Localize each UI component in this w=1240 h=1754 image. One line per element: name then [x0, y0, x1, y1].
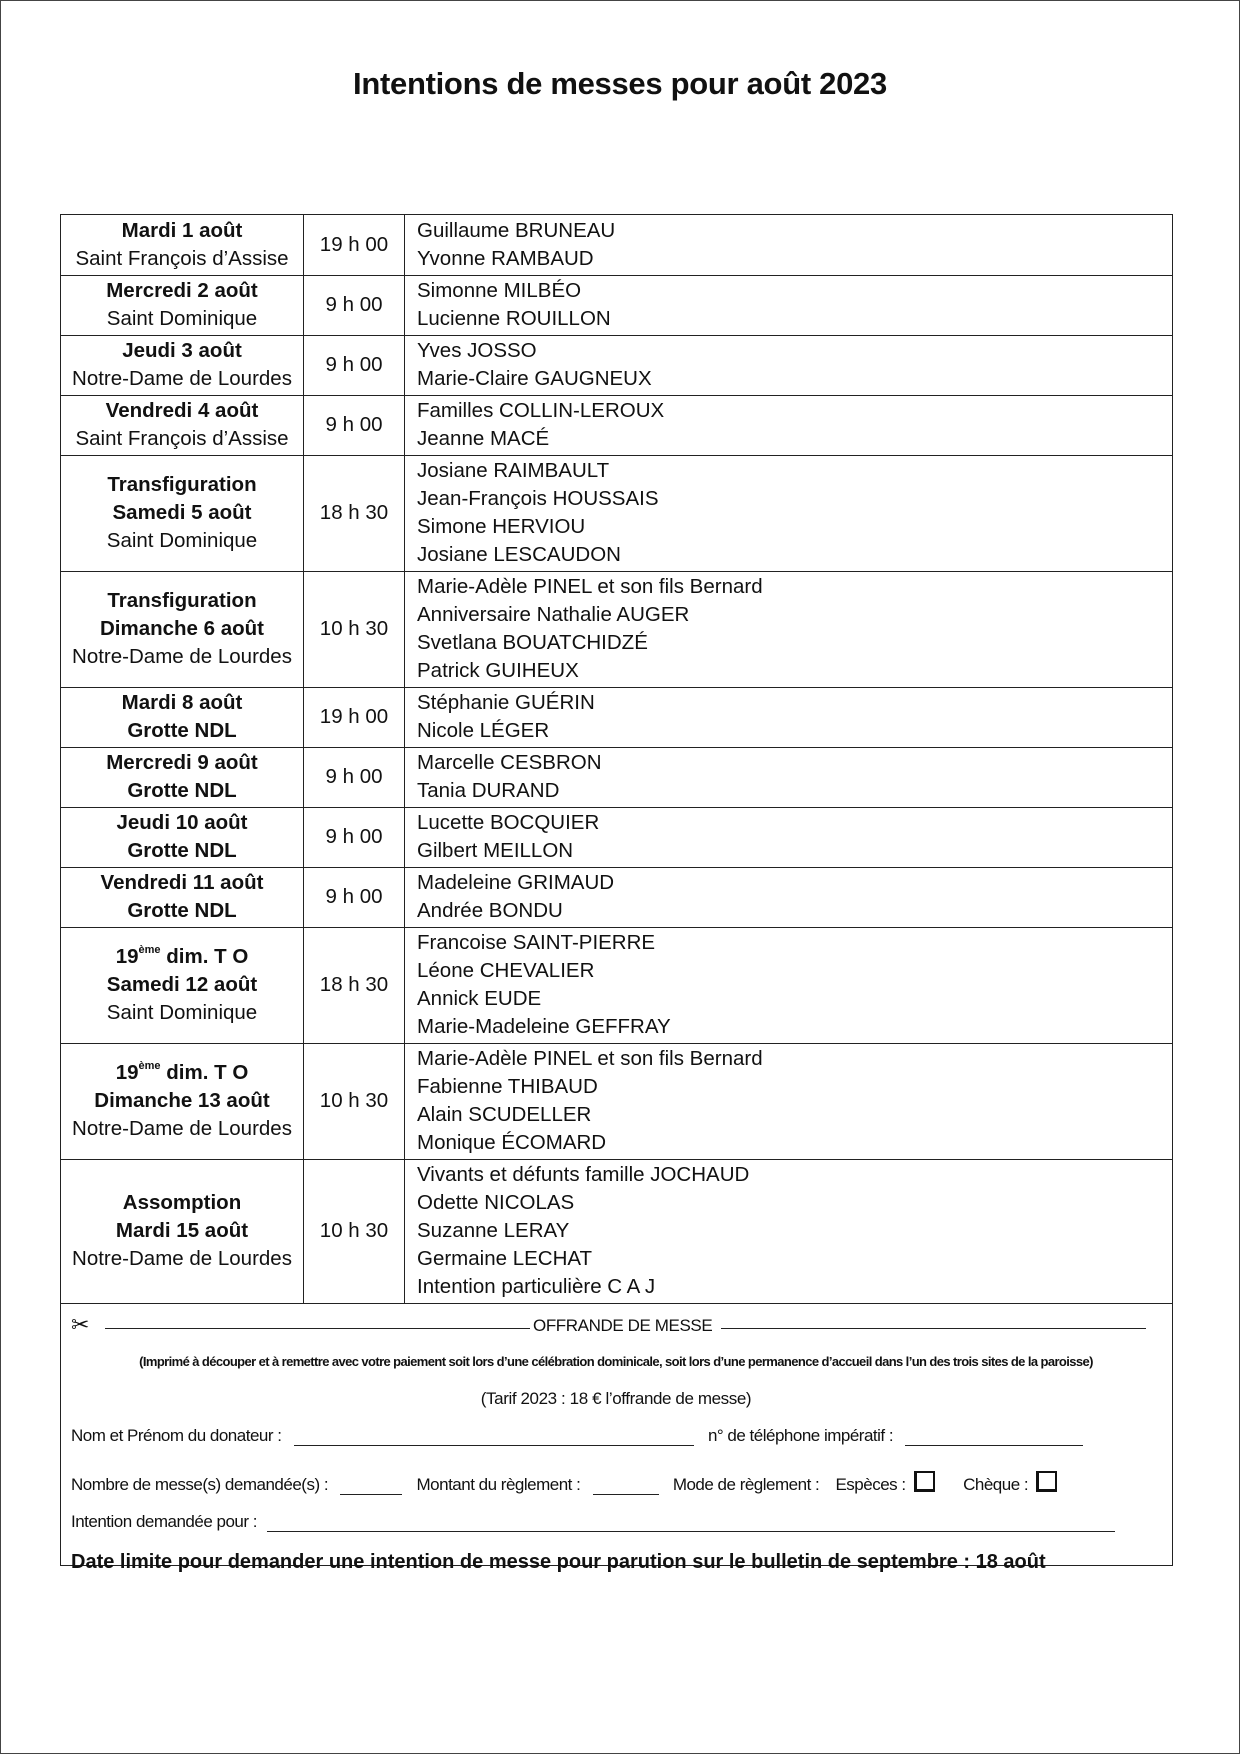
mass-day-line: Dimanche 13 août	[94, 1089, 270, 1112]
intention-name: Marie-Claire GAUGNEUX	[417, 367, 652, 390]
mass-day-line: Transfiguration	[107, 589, 257, 612]
mass-count-field[interactable]	[340, 1480, 402, 1495]
intention-name: Marie-Adèle PINEL et son fils Bernard	[417, 575, 763, 598]
mass-day-cell	[61, 1159, 304, 1303]
mass-names-cell	[405, 747, 1173, 807]
intention-name: Svetlana BOUATCHIDZÉ	[417, 631, 648, 654]
intention-name: Jean-François HOUSSAIS	[417, 487, 659, 510]
offering-coupon	[61, 1304, 1172, 1584]
donor-line	[71, 1426, 1083, 1446]
cut-line-left	[105, 1328, 530, 1329]
mass-day-line: Saint François d’Assise	[75, 427, 289, 450]
mass-day-line: Grotte NDL	[127, 899, 237, 922]
cut-line-right	[721, 1328, 1146, 1329]
mass-time: 19 h 00	[304, 687, 405, 747]
cheque-checkbox[interactable]	[1036, 1471, 1057, 1492]
intention-name: Fabienne THIBAUD	[417, 1075, 598, 1098]
mass-time: 18 h 30	[304, 927, 405, 1043]
intention-name: Odette NICOLAS	[417, 1191, 575, 1214]
mass-time: 9 h 00	[304, 747, 405, 807]
mass-day-line: Mercredi 9 août	[106, 751, 258, 774]
intention-name: Intention particulière C A J	[417, 1275, 656, 1298]
mass-day-line: Vendredi 4 août	[105, 399, 259, 422]
mass-day-line: Samedi 5 août	[112, 501, 252, 524]
intention-field[interactable]	[267, 1517, 1115, 1532]
mass-day-cell	[61, 455, 304, 571]
amount-label: Montant du règlement :	[416, 1474, 581, 1494]
mass-time: 9 h 00	[304, 335, 405, 395]
mass-day-line: Vendredi 11 août	[100, 871, 264, 894]
mass-row	[61, 747, 1172, 807]
phone-label: n° de téléphone impératif :	[707, 1425, 894, 1445]
intention-name: Alain SCUDELLER	[417, 1103, 592, 1126]
intention-name: Guillaume BRUNEAU	[417, 218, 616, 242]
offering-heading: OFFRANDE DE MESSE	[533, 1315, 713, 1335]
mass-row	[61, 1043, 1172, 1159]
mass-day-cell	[61, 275, 304, 335]
mass-day-cell	[61, 747, 304, 807]
intention-name: Simone HERVIOU	[417, 515, 586, 538]
mass-names-cell	[405, 1159, 1173, 1303]
mass-day-line: Mercredi 2 août	[106, 279, 258, 302]
coupon-tarif: (Tarif 2023 : 18 € l’offrande de messe)	[480, 1388, 752, 1408]
mass-row	[61, 455, 1172, 571]
mass-names-cell	[405, 867, 1173, 927]
intention-name: Lucette BOCQUIER	[417, 811, 600, 834]
mass-day-line: Saint François d’Assise	[75, 246, 289, 270]
mass-row	[61, 867, 1172, 927]
mass-names-cell	[405, 215, 1173, 275]
mass-row	[61, 215, 1172, 275]
cheque-label: Chèque :	[963, 1474, 1029, 1494]
intention-name: Vivants et défunts famille JOCHAUD	[417, 1163, 750, 1186]
payment-mode-label: Mode de règlement :	[672, 1474, 820, 1494]
intention-line	[71, 1512, 1115, 1532]
cash-label: Espèces :	[835, 1474, 906, 1494]
mass-day-cell	[61, 687, 304, 747]
intention-name: Patrick GUIHEUX	[417, 659, 579, 682]
mass-day-cell	[61, 335, 304, 395]
mass-day-cell	[61, 867, 304, 927]
intention-name: Yvonne RAMBAUD	[417, 246, 594, 270]
intention-name: Stéphanie GUÉRIN	[417, 691, 595, 714]
mass-day-line: Grotte NDL	[127, 839, 237, 862]
intention-name: Gilbert MEILLON	[417, 839, 574, 862]
mass-day-cell	[61, 395, 304, 455]
mass-row	[61, 927, 1172, 1043]
mass-day-line: Saint Dominique	[106, 1001, 258, 1024]
mass-time: 10 h 30	[304, 571, 405, 687]
mass-row	[61, 395, 1172, 455]
intention-name: Marie-Madeleine GEFFRAY	[417, 1015, 671, 1038]
mass-intentions-table	[61, 215, 1172, 1304]
mass-names-cell	[405, 275, 1173, 335]
intention-name: Lucienne ROUILLON	[417, 307, 611, 330]
mass-day-line: 19ème dim. T O	[115, 1060, 249, 1084]
intention-name: Marcelle CESBRON	[417, 751, 602, 774]
mass-count-label: Nombre de messe(s) demandée(s) :	[71, 1474, 329, 1494]
mass-day-line: Mardi 1 août	[121, 218, 243, 242]
mass-time: 19 h 00	[304, 215, 405, 275]
mass-day-cell	[61, 215, 304, 275]
intention-name: Annick EUDE	[417, 987, 542, 1010]
mass-day-line: Notre-Dame de Lourdes	[72, 367, 292, 390]
amount-field[interactable]	[593, 1480, 659, 1495]
page-title: Intentions de messes pour août 2023	[353, 66, 887, 101]
mass-time: 9 h 00	[304, 395, 405, 455]
intention-name: Suzanne LERAY	[417, 1219, 570, 1242]
mass-day-line: Transfiguration	[107, 473, 257, 496]
intention-name: Germaine LECHAT	[417, 1247, 593, 1270]
intention-name: Monique ÉCOMARD	[417, 1131, 607, 1154]
intention-name: Madeleine GRIMAUD	[417, 871, 615, 894]
deadline-note: Date limite pour demander une intention de messe pour parution sur le bulletin de septembre : 18 août	[71, 1550, 1046, 1573]
mass-names-cell	[405, 335, 1173, 395]
intention-label: Intention demandée pour :	[71, 1511, 257, 1531]
mass-day-line: Mardi 15 août	[115, 1219, 249, 1242]
payment-line	[71, 1471, 1057, 1495]
mass-day-line: 19ème dim. T O	[115, 944, 249, 968]
mass-names-cell	[405, 571, 1173, 687]
intention-name: Josiane LESCAUDON	[417, 543, 621, 566]
intention-name: Léone CHEVALIER	[417, 959, 595, 982]
mass-row	[61, 275, 1172, 335]
mass-day-line: Samedi 12 août	[106, 973, 258, 996]
mass-day-cell	[61, 807, 304, 867]
phone-field[interactable]	[905, 1431, 1083, 1446]
intention-name: Simonne MILBÉO	[417, 279, 582, 302]
intention-name: Familles COLLIN-LEROUX	[417, 399, 665, 422]
mass-day-cell	[61, 1043, 304, 1159]
intention-name: Josiane RAIMBAULT	[417, 459, 610, 482]
mass-day-line: Notre-Dame de Lourdes	[72, 1117, 292, 1140]
mass-names-cell	[405, 455, 1173, 571]
mass-day-line: Assomption	[122, 1191, 242, 1214]
coupon-notice: (Imprimé à découper et à remettre avec votre paiement soit lors d’une célébration dominicale, soit lors d’une permanence d’accueil dans l’un des trois sites de la paroisse)	[139, 1353, 1093, 1369]
mass-row	[61, 807, 1172, 867]
mass-sheet	[60, 214, 1173, 1573]
intention-name: Jeanne MACÉ	[417, 427, 550, 450]
scissors-icon: ✂	[71, 1311, 90, 1337]
mass-day-cell	[61, 571, 304, 687]
mass-row	[61, 687, 1172, 747]
mass-day-line: Notre-Dame de Lourdes	[72, 1247, 292, 1270]
mass-names-cell	[405, 927, 1173, 1043]
mass-names-cell	[405, 687, 1173, 747]
mass-day-line: Mardi 8 août	[121, 691, 243, 714]
mass-names-cell	[405, 807, 1173, 867]
cash-checkbox[interactable]	[914, 1471, 935, 1492]
mass-names-cell	[405, 395, 1173, 455]
intention-name: Andrée BONDU	[417, 899, 563, 922]
mass-time: 9 h 00	[304, 807, 405, 867]
mass-day-line: Notre-Dame de Lourdes	[72, 645, 292, 668]
mass-day-line: Saint Dominique	[106, 529, 258, 552]
mass-day-line: Jeudi 10 août	[116, 811, 248, 834]
mass-row	[61, 335, 1172, 395]
intention-name: Francoise SAINT-PIERRE	[417, 931, 656, 954]
cut-line	[71, 1311, 1151, 1340]
intention-name: Nicole LÉGER	[417, 719, 550, 742]
mass-time: 9 h 00	[304, 275, 405, 335]
mass-day-cell	[61, 927, 304, 1043]
intention-name: Marie-Adèle PINEL et son fils Bernard	[417, 1047, 763, 1070]
intention-name: Anniversaire Nathalie AUGER	[417, 603, 690, 626]
mass-time: 9 h 00	[304, 867, 405, 927]
mass-row	[61, 1159, 1172, 1303]
donor-name-label: Nom et Prénom du donateur :	[71, 1425, 282, 1445]
donor-name-field[interactable]	[294, 1431, 694, 1446]
mass-day-line: Saint Dominique	[106, 307, 258, 330]
mass-time: 10 h 30	[304, 1159, 405, 1303]
mass-day-line: Dimanche 6 août	[99, 617, 265, 640]
mass-day-line: Grotte NDL	[127, 779, 237, 802]
mass-day-line: Grotte NDL	[127, 719, 237, 742]
mass-time: 18 h 30	[304, 455, 405, 571]
intention-name: Yves JOSSO	[417, 339, 537, 362]
intention-name: Tania DURAND	[417, 779, 560, 802]
mass-row	[61, 571, 1172, 687]
mass-names-cell	[405, 1043, 1173, 1159]
mass-time: 10 h 30	[304, 1043, 405, 1159]
mass-day-line: Jeudi 3 août	[122, 339, 242, 362]
